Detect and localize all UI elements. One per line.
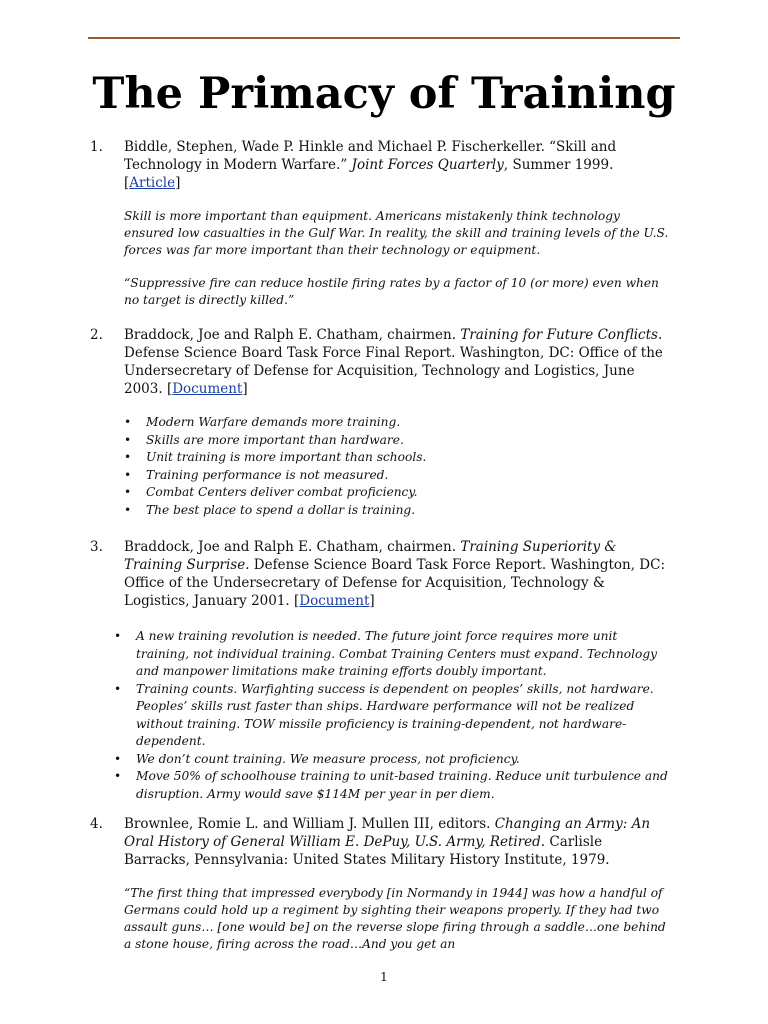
summary-bullets	[146, 414, 670, 519]
summary-quote: “Suppressive fire can reduce hostile firing rates by a factor of 10 (or more) even when no target is directly killed.”	[124, 276, 659, 307]
entry-number: 4.	[90, 816, 103, 832]
reference-entry-2	[90, 326, 670, 519]
page-number: 1	[380, 970, 388, 984]
summary-bullets	[136, 628, 670, 803]
reference-entry-4	[90, 815, 670, 953]
citation: Biddle, Stephen, Wade P. Hinkle and Michael P. Fischerkeller. “Skill and Technology in Modern Warfare.” Joint Forces Quarterly, Summer 1999. [Article]	[124, 139, 617, 191]
bullet-item: • Training counts. Warfighting success is dependent on peoples’ skills, not hardware. Peoples’ skills rust faster than ships. Hardware performance will not be realized without training. TOW missile proficiency is training-dependent, not hardware-dependent.	[136, 681, 670, 751]
reference-entry-3	[90, 538, 670, 803]
bullet-item: • Training performance is not measured.	[146, 467, 670, 485]
entry-number: 1.	[90, 139, 103, 155]
page-title: The Primacy of Training	[92, 69, 676, 119]
bullet-item: • A new training revolution is needed. The future joint force requires more unit training, not individual training. Combat Training Centers must expand. Technology and manpower limitations make training efforts doubly important.	[136, 628, 670, 681]
bullet-item: • Combat Centers deliver combat proficiency.	[146, 484, 670, 502]
entry-number: 3.	[90, 539, 103, 555]
citation: Braddock, Joe and Ralph E. Chatham, chairmen. Training Superiority & Training Surprise. Defense Science Board Task Force Report. Washington, DC: Office of the Undersecretary of Defense for Acquisition, Technology & Logistics, January 2001. [Document]	[124, 539, 666, 609]
reference-entry-1	[90, 138, 670, 309]
bullet-item: • Move 50% of schoolhouse training to unit-based training. Reduce unit turbulence and disruption. Army would save $114M per year in per diem.	[136, 768, 670, 803]
bullet-item: • The best place to spend a dollar is training.	[146, 502, 670, 520]
summary-quote: “The first thing that impressed everybody [in Normandy in 1944] was how a handful of Germans could hold up a regiment by sighting their weapons properly. If they had two assault guns… [one would be] on the reverse slope firing through a saddle…one behind a stone house, firing across the road…And you get an	[124, 886, 666, 951]
document-link[interactable]: Document	[172, 381, 243, 397]
entry-number: 2.	[90, 327, 103, 343]
bullet-item: • We don’t count training. We measure process, not proficiency.	[136, 751, 670, 769]
bullet-item: • Modern Warfare demands more training.	[146, 414, 670, 432]
citation: Braddock, Joe and Ralph E. Chatham, chairmen. Training for Future Conflicts. Defense Science Board Task Force Final Report. Washington, DC: Office of the Undersecretary of Defense for Acquisition, Technology and Logistics, June 2003. [Document]	[124, 327, 663, 397]
summary-quote: Skill is more important than equipment. Americans mistakenly think technology ensured low casualties in the Gulf War. In reality, the skill and training levels of the U.S. forces was far more important than their technology or equipment.	[124, 209, 669, 257]
citation: Brownlee, Romie L. and William J. Mullen III, editors. Changing an Army: An Oral History of General William E. DePuy, U.S. Army, Retired. Carlisle Barracks, Pennsylvania: United States Military History Institute, 1979.	[124, 816, 651, 868]
document-link[interactable]: Document	[299, 593, 370, 609]
bullet-item: • Skills are more important than hardware.	[146, 432, 670, 450]
top-rule	[88, 37, 680, 39]
bullet-item: • Unit training is more important than schools.	[146, 449, 670, 467]
article-link[interactable]: Article	[129, 175, 176, 191]
